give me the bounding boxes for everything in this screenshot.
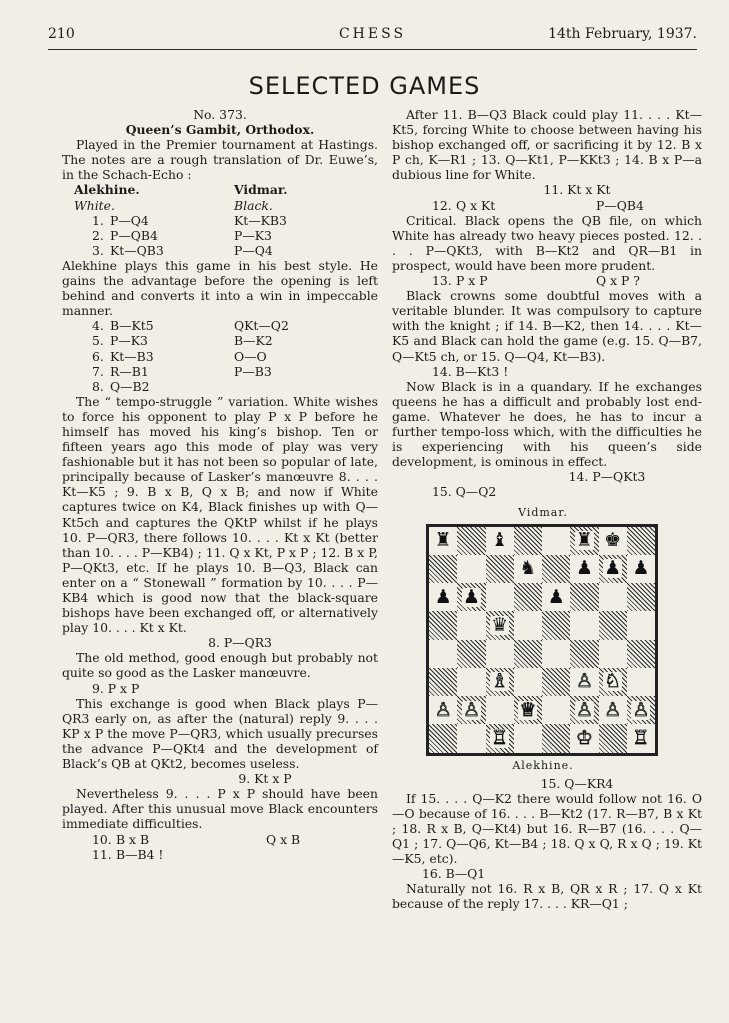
white-rook-icon: ♖ bbox=[491, 726, 509, 749]
black-label: Black. bbox=[234, 197, 273, 213]
board-square bbox=[457, 555, 485, 583]
white-player: Alekhine. bbox=[74, 182, 140, 198]
white-pawn-icon: ♙ bbox=[632, 698, 650, 721]
black-rook-icon: ♜ bbox=[575, 529, 593, 552]
board-square bbox=[599, 583, 627, 611]
header-rule bbox=[48, 49, 697, 50]
move-11-black: 11. Kt x Kt bbox=[543, 182, 611, 198]
board-square bbox=[542, 724, 570, 752]
board-square bbox=[429, 668, 457, 696]
white-pawn-icon: ♙ bbox=[462, 698, 480, 721]
journal-name: CHESS bbox=[338, 26, 407, 42]
board-square bbox=[627, 668, 655, 696]
move-13-table bbox=[432, 273, 640, 288]
board-square bbox=[429, 640, 457, 668]
black-pawn-icon: ♟ bbox=[632, 557, 650, 580]
board-square bbox=[570, 724, 598, 752]
left-column bbox=[62, 107, 378, 862]
board-square bbox=[457, 640, 485, 668]
board-square bbox=[486, 724, 514, 752]
black-pawn-icon: ♟ bbox=[604, 557, 622, 580]
note-11: Naturally not 16. R x B, QR x R ; 17. Q x Kt because of the reply 17. . . . KR—Q1 ; bbox=[392, 881, 702, 912]
note-9: Now Black is in a quandary. If he exchanges queens he has a difficult and probably lost end-game. Whatever he does, he has to incur a further tempo-loss which, with the difficulties he is experiencing with his queen’s side development, is ominous in effect. bbox=[392, 378, 702, 470]
move-14-white: 14. B—Kt3 ! bbox=[432, 363, 509, 379]
white-pawn-icon: ♙ bbox=[604, 698, 622, 721]
board-square bbox=[627, 724, 655, 752]
board-square bbox=[599, 724, 627, 752]
board-square bbox=[542, 640, 570, 668]
board-square bbox=[486, 555, 514, 583]
issue-date: 14th February, 1937. bbox=[548, 26, 697, 42]
move-9-black: 9. Kt x P bbox=[238, 771, 292, 787]
black-pawn-icon: ♟ bbox=[462, 585, 480, 608]
board-square bbox=[514, 696, 542, 724]
move-8-black: 8. P—QR3 bbox=[208, 635, 272, 651]
board-square bbox=[627, 555, 655, 583]
note-6: After 11. B—Q3 Black could play 11. . . . Kt—Kt5, forcing White to choose between having his bishop exchanged off, or sacrificing it by 12. B x P ch, K—R1 ; 13. Q—Kt1, P—KKt3 ; 14. B x P—a dubious line for White. bbox=[392, 107, 702, 183]
chess-board bbox=[426, 524, 658, 756]
move-row: 3. Kt—QB3 P—Q4 bbox=[92, 242, 273, 258]
white-king-icon: ♔ bbox=[575, 726, 593, 749]
white-label: White. bbox=[74, 197, 115, 213]
note-4: This exchange is good when Black plays P—QR3 early on, as after the (natural) reply 9. . . . KP x P the move P—QR3, which usually precurses the advance P—QKt4 and the development of Black’s QB at QKt2, becomes useless. bbox=[62, 695, 378, 772]
board-square bbox=[627, 640, 655, 668]
board-square bbox=[429, 527, 457, 555]
black-knight-icon: ♞ bbox=[519, 557, 537, 580]
board-square bbox=[599, 611, 627, 639]
move-row: 7. R—B1 P—B3 bbox=[92, 363, 272, 379]
board-square bbox=[570, 696, 598, 724]
board-square bbox=[542, 668, 570, 696]
move-12-table bbox=[432, 198, 644, 213]
board-square bbox=[570, 527, 598, 555]
board-square bbox=[627, 583, 655, 611]
white-pawn-icon: ♙ bbox=[434, 698, 452, 721]
page-number: 210 bbox=[48, 26, 75, 42]
note-2: The “ tempo-struggle ” variation. White wishes to force his opponent to play P x P before he himself has moved his king’s bishop. Ten or fifteen years ago this mode of play was very fashionable but it has not been so popular of late, principally because of Lasker’s manœuvre 8. . . . Kt—K5 ; 9. B x B, Q x B; and now if White captures twice on K4, Black finishes up with Q—Kt5ch and captures the QKtP whilst if he plays 10. P—QR3, there follows 10. . . . Kt x Kt (better than 10. . . . P—KB4) ; 11. Q x Kt, P x P ; 12. B x P, P—QKt3, etc. If he plays 10. B—Q3, Black can enter on a “ Stonewall ” formation by 10. . . . P—KB4 which is good now that the black-square bishops have been exchanged off, or alternatively play 10. . . . Kt x Kt. bbox=[62, 393, 378, 636]
black-pawn-icon: ♟ bbox=[575, 557, 593, 580]
board-square bbox=[542, 611, 570, 639]
board-square bbox=[514, 668, 542, 696]
board-square bbox=[599, 640, 627, 668]
black-pawn-icon: ♟ bbox=[434, 585, 452, 608]
note-10: If 15. . . . Q—K2 there would follow not 16. O—O because of 16. . . . B—Kt2 (17. R—B7, B x Kt ; 18. R x B, Q—Kt4) but 16. R—B7 (16. . . . Q—Q1 ; 17. Q—Q6, Kt—B4 ; 18. Q x Q, R x Q ; 19. Kt—K5, etc). bbox=[392, 790, 702, 867]
board-square bbox=[429, 583, 457, 611]
note-7: Critical. Black opens the QB file, on which White has already two heavy pieces posted. 12. . . . P—QKt3, with B—Kt2 and QR—B1 in prospect, would have been more prudent. bbox=[392, 212, 702, 273]
board-square bbox=[514, 555, 542, 583]
board-square bbox=[599, 555, 627, 583]
board-square bbox=[486, 583, 514, 611]
board-square bbox=[542, 583, 570, 611]
moves-table-3 bbox=[92, 832, 300, 862]
board-square bbox=[514, 724, 542, 752]
board-square bbox=[486, 640, 514, 668]
white-rook-icon: ♖ bbox=[632, 726, 650, 749]
board-square bbox=[429, 611, 457, 639]
move-row: 5. P—K3 B—K2 bbox=[92, 333, 273, 349]
move-14-black: 14. P—QKt3 bbox=[568, 469, 646, 485]
board-square bbox=[486, 668, 514, 696]
white-pawn-icon: ♙ bbox=[575, 698, 593, 721]
board-square bbox=[457, 668, 485, 696]
board-square bbox=[429, 724, 457, 752]
board-square bbox=[514, 640, 542, 668]
board-square bbox=[627, 696, 655, 724]
black-player: Vidmar. bbox=[234, 182, 288, 198]
board-square bbox=[542, 696, 570, 724]
board-square bbox=[486, 611, 514, 639]
board-square bbox=[514, 611, 542, 639]
game-number: No. 373. bbox=[193, 107, 247, 122]
board-square bbox=[514, 583, 542, 611]
black-rook-icon: ♜ bbox=[434, 529, 452, 552]
move-row: 6. Kt—B3 O—O bbox=[92, 348, 267, 364]
black-bishop-icon: ♝ bbox=[491, 529, 509, 552]
right-column bbox=[392, 107, 702, 911]
board-square bbox=[599, 668, 627, 696]
move-15-black: 15. Q—KR4 bbox=[540, 775, 614, 791]
board-square bbox=[627, 611, 655, 639]
move-row: 11. B—B4 ! bbox=[92, 846, 164, 862]
black-king-icon: ♚ bbox=[604, 529, 622, 552]
board-square bbox=[570, 611, 598, 639]
board-square bbox=[429, 696, 457, 724]
move-row: 4. B—Kt5 QKt—Q2 bbox=[92, 318, 289, 334]
move-row: 8. Q—B2 bbox=[92, 378, 150, 394]
black-queen-icon: ♛ bbox=[491, 613, 509, 636]
move-row: 10. B x B Q x B bbox=[92, 831, 301, 847]
section-title: SELECTED GAMES bbox=[248, 72, 481, 100]
moves-table-1 bbox=[92, 213, 287, 258]
board-square bbox=[627, 527, 655, 555]
white-bishop-icon: ♗ bbox=[491, 670, 509, 693]
board-square bbox=[599, 527, 627, 555]
diagram-bottom-player: Alekhine. bbox=[512, 758, 574, 772]
board-square bbox=[570, 640, 598, 668]
move-row: 12. Q x Kt P—QB4 bbox=[432, 197, 644, 213]
board-square bbox=[570, 668, 598, 696]
board-square bbox=[457, 611, 485, 639]
white-knight-icon: ♘ bbox=[604, 670, 622, 693]
move-15-white: 15. Q—Q2 bbox=[432, 484, 497, 500]
note-5: Nevertheless 9. . . . P x P should have been played. After this unusual move Black encounters immediate difficulties. bbox=[62, 786, 378, 832]
running-head bbox=[48, 26, 697, 46]
note-1: Alekhine plays this game in his best style. He gains the advantage before the opening is left behind and converts it into a win in impeccable manner. bbox=[62, 257, 378, 319]
board-square bbox=[542, 527, 570, 555]
move-row: 13. P x P Q x P ? bbox=[432, 273, 640, 289]
board-square bbox=[429, 555, 457, 583]
white-queen-icon: ♕ bbox=[519, 698, 537, 721]
note-3: The old method, good enough but probably not quite so good as the Lasker manœuvre. bbox=[62, 650, 378, 681]
board-square bbox=[486, 696, 514, 724]
board-square bbox=[457, 583, 485, 611]
moves-table-2 bbox=[92, 318, 289, 393]
board-square bbox=[570, 583, 598, 611]
move-row: 2. P—QB4 P—K3 bbox=[92, 227, 272, 243]
board-square bbox=[457, 696, 485, 724]
board-square bbox=[514, 527, 542, 555]
board-square bbox=[599, 696, 627, 724]
note-8: Black crowns some doubtful moves with a veritable blunder. It was compulsory to capture with the knight ; if 14. B—K2, then 14. . . . Kt—K5 and Black can hold the game (e.g. 15. Q—B7, Q—Kt5 ch, or 15. Q—Q4, Kt—B3). bbox=[392, 288, 702, 364]
game-intro: Played in the Premier tournament at Hastings. The notes are a rough translation of Dr. Euwe’s, in the Schach-Echo : bbox=[62, 137, 378, 183]
white-pawn-icon: ♙ bbox=[575, 670, 593, 693]
players-table bbox=[74, 182, 288, 212]
board-square bbox=[486, 527, 514, 555]
board-square bbox=[457, 527, 485, 555]
board-square bbox=[457, 724, 485, 752]
move-16-white: 16. B—Q1 bbox=[422, 866, 486, 882]
board-square bbox=[542, 555, 570, 583]
move-row: 1. P—Q4 Kt—KB3 bbox=[92, 212, 287, 228]
diagram-top-player: Vidmar. bbox=[518, 506, 568, 520]
chess-diagram bbox=[426, 505, 660, 772]
move-9-white: 9. P x P bbox=[92, 680, 140, 696]
black-pawn-icon: ♟ bbox=[547, 585, 565, 608]
opening-name: Queen’s Gambit, Orthodox. bbox=[125, 122, 315, 138]
board-square bbox=[570, 555, 598, 583]
